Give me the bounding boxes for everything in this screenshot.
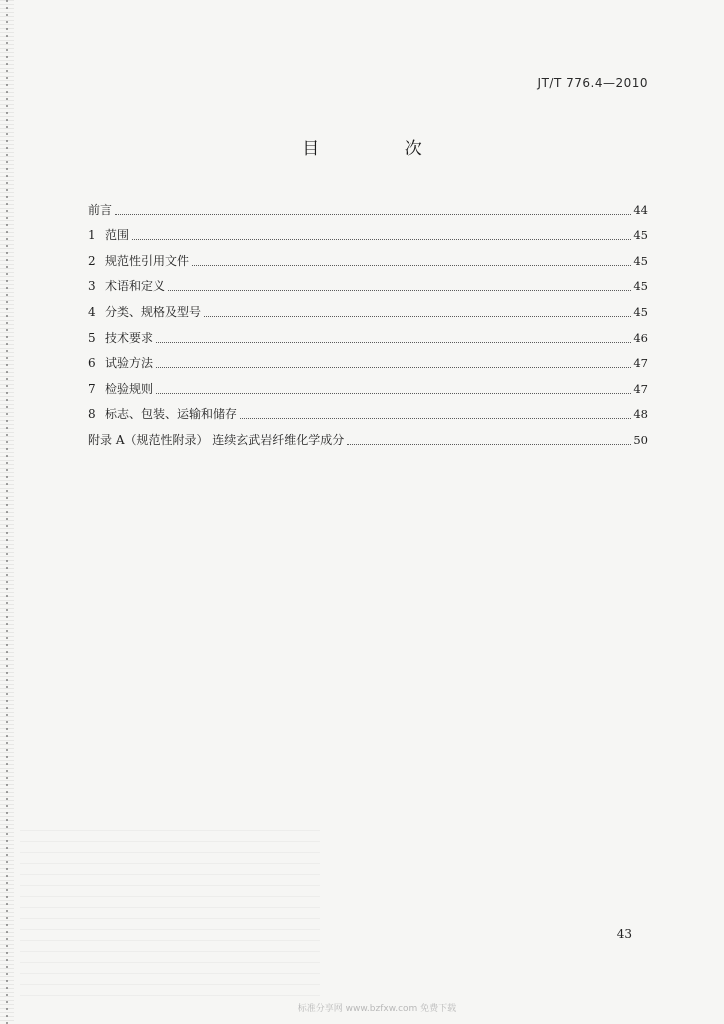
toc-leader-dots	[156, 367, 631, 368]
toc-entry-number: 5	[88, 330, 96, 345]
toc-entry-number: 1	[88, 228, 96, 243]
toc-entry-page: 45	[633, 228, 648, 243]
page-number: 43	[616, 927, 632, 941]
toc-entry-number: 2	[88, 253, 96, 268]
toc-entry-label: 范围	[105, 228, 130, 243]
page-title: 目 次	[302, 139, 462, 159]
toc-entry-label: 检验规则	[105, 381, 154, 396]
toc-leader-dots	[240, 418, 631, 419]
toc-leader-dots	[132, 239, 631, 240]
toc-entry-page: 47	[633, 381, 648, 396]
toc-entry-page: 46	[633, 330, 648, 345]
toc-leader-dots	[204, 316, 631, 317]
table-of-contents	[88, 192, 648, 448]
toc-leader-dots	[115, 214, 631, 215]
toc-entry-classification[interactable]	[88, 294, 648, 320]
scan-artifact	[20, 820, 320, 1000]
watermark: 标准分享网 www.bzfxw.com 免费下载	[297, 1004, 457, 1014]
toc-entry-page: 50	[633, 432, 648, 447]
toc-entry-label: 规范性引用文件	[105, 253, 190, 268]
toc-entry-technical-requirements[interactable]	[88, 320, 648, 346]
toc-entry-page: 48	[633, 407, 648, 422]
toc-entry-annex-a[interactable]	[88, 422, 648, 448]
standard-code: JT/T 776.4—2010	[537, 76, 648, 90]
toc-leader-dots	[156, 393, 631, 394]
toc-entry-marking-packaging[interactable]	[88, 397, 648, 423]
toc-entry-number: 3	[88, 279, 96, 294]
toc-entry-label: 分类、规格及型号	[105, 304, 202, 319]
toc-leader-dots	[156, 342, 631, 343]
toc-entry-foreword[interactable]	[88, 192, 648, 218]
toc-entry-page: 44	[633, 202, 648, 217]
toc-entry-page: 45	[633, 304, 648, 319]
toc-leader-dots	[168, 290, 631, 291]
toc-entry-terms-definitions[interactable]	[88, 269, 648, 295]
toc-entry-label: 术语和定义	[105, 279, 166, 294]
toc-entry-label: 前言	[88, 202, 113, 217]
toc-entry-scope[interactable]	[88, 218, 648, 244]
toc-entry-number: 8	[88, 407, 96, 422]
toc-entry-label: 附录 A（规范性附录） 连续玄武岩纤维化学成分	[88, 432, 345, 447]
toc-entry-number: 4	[88, 304, 96, 319]
toc-leader-dots	[347, 444, 631, 445]
toc-entry-label: 试验方法	[105, 356, 154, 371]
toc-entry-page: 45	[633, 279, 648, 294]
toc-entry-page: 45	[633, 253, 648, 268]
toc-entry-inspection-rules[interactable]	[88, 371, 648, 397]
toc-entry-page: 47	[633, 356, 648, 371]
toc-entry-label: 技术要求	[105, 330, 154, 345]
toc-entry-label: 标志、包装、运输和储存	[105, 407, 238, 422]
toc-entry-number: 7	[88, 381, 96, 396]
toc-entry-test-methods[interactable]	[88, 346, 648, 372]
toc-entry-normative-references[interactable]	[88, 243, 648, 269]
toc-entry-number: 6	[88, 356, 96, 371]
toc-leader-dots	[192, 265, 631, 266]
